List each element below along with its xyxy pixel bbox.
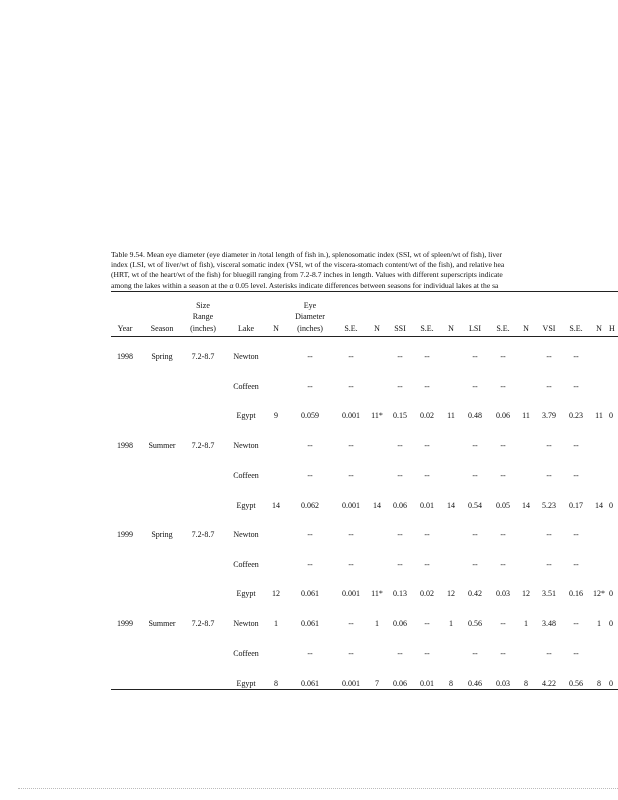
table-cell-n5: 12* <box>593 589 605 598</box>
table-cell-n1: 14 <box>272 501 280 510</box>
table-cell-se4: 0.16 <box>569 589 583 598</box>
table-cell-se3: 0.05 <box>496 501 510 510</box>
table-cell-lake: Egypt <box>236 679 256 688</box>
table-cell-se4: -- <box>573 619 579 628</box>
table-cell-n3: 1 <box>449 619 453 628</box>
table-cell-se2: -- <box>424 441 430 450</box>
table-cell-ssi: 0.13 <box>393 589 407 598</box>
table-cell-range: 7.2-8.7 <box>191 530 215 539</box>
table-cell-lake: Egypt <box>236 501 256 510</box>
table-cell-se3: -- <box>500 530 506 539</box>
table-cell-lsi: 0.48 <box>468 411 482 420</box>
table-cell-n3: 8 <box>449 679 453 688</box>
table-cell-lake: Newton <box>233 441 259 450</box>
table-cell-lake: Coffeen <box>233 471 259 480</box>
table-cell-se1: -- <box>348 530 354 539</box>
table-cell-season: Summer <box>148 619 176 628</box>
table-cell-se3: -- <box>500 471 506 480</box>
caption-line: Table 9.54. Mean eye diameter (eye diameter in /total length of fish in.), splenosomatic index (SSI, wt of spleen/wt of fish), liver <box>111 250 503 259</box>
table-cell-se3: -- <box>500 441 506 450</box>
table-cell-lake: Egypt <box>236 411 256 420</box>
table-cell-se4: 0.17 <box>569 501 583 510</box>
table-cell-se2: -- <box>424 471 430 480</box>
header-eye-diameter-1: Eye <box>303 301 317 310</box>
table-cell-se4: 0.56 <box>569 679 583 688</box>
caption-line: index (LSI, wt of liver/wt of fish), visceral somatic index (VSI, wt of the viscera-stomach content/wt of the fish), and relative hea <box>111 260 505 270</box>
header-se: S.E. <box>496 324 510 333</box>
header-ssi: SSI <box>394 324 406 333</box>
table-cell-lsi: 0.46 <box>468 679 482 688</box>
table-cell-eye: 0.061 <box>301 679 319 688</box>
table-header-rule <box>111 336 618 337</box>
header-se: S.E. <box>420 324 434 333</box>
table-cell-se2: -- <box>424 382 430 391</box>
table-cell-eye: -- <box>307 382 313 391</box>
table-cell-n5: 1 <box>597 619 601 628</box>
table-cell-se2: 0.01 <box>420 679 434 688</box>
table-cell-eye: 0.059 <box>301 411 319 420</box>
table-cell-ssi: -- <box>397 560 403 569</box>
table-cell-h: 0 <box>609 411 613 420</box>
caption-line: among the lakes within a season at the α 0.05 level. Asterisks indicate differences between seasons for individual lakes at the sa <box>111 280 499 290</box>
table-cell-range: 7.2-8.7 <box>191 441 215 450</box>
table-cell-h: 0 <box>609 589 613 598</box>
table-cell-lsi: -- <box>472 471 478 480</box>
scan-artifact-line <box>18 788 618 791</box>
table-cell-n4: 1 <box>524 619 528 628</box>
table-cell-vsi: 3.79 <box>542 411 556 420</box>
table-cell-vsi: -- <box>546 441 552 450</box>
table-cell-vsi: 4.22 <box>542 679 556 688</box>
table-cell-lsi: 0.56 <box>468 619 482 628</box>
table-cell-ssi: -- <box>397 649 403 658</box>
table-cell-n1: 9 <box>274 411 278 420</box>
table-cell-season: Spring <box>151 530 173 539</box>
table-cell-n2: 1 <box>375 619 379 628</box>
table-cell-se2: -- <box>424 649 430 658</box>
table-cell-ssi: 0.06 <box>393 679 407 688</box>
table-cell-vsi: -- <box>546 382 552 391</box>
table-cell-eye: -- <box>307 352 313 361</box>
table-cell-n2: 14 <box>373 501 381 510</box>
table-cell-ssi: -- <box>397 441 403 450</box>
header-n: N <box>374 324 380 333</box>
table-cell-vsi: -- <box>546 530 552 539</box>
table-cell-lsi: -- <box>472 649 478 658</box>
table-cell-lake: Coffeen <box>233 649 259 658</box>
table-cell-lake: Egypt <box>236 589 256 598</box>
table-cell-eye: -- <box>307 441 313 450</box>
table-caption <box>111 250 618 291</box>
table-cell-ssi: 0.15 <box>393 411 407 420</box>
table-cell-n5: 11 <box>595 411 603 420</box>
caption-line: (HRT, wt of the heart/wt of the fish) for bluegill ranging from 7.2-8.7 inches in length. Values with different superscripts indicate <box>111 270 503 280</box>
table-cell-season: Spring <box>151 352 173 361</box>
table-cell-eye: -- <box>307 530 313 539</box>
table-cell-eye: -- <box>307 471 313 480</box>
table-cell-eye: -- <box>307 649 313 658</box>
header-vsi: VSI <box>542 324 556 333</box>
table-cell-se4: -- <box>573 352 579 361</box>
table-cell-n1: 8 <box>274 679 278 688</box>
header-lake: Lake <box>238 324 254 333</box>
table-cell-n2: 7 <box>375 679 379 688</box>
table-cell-lake: Coffeen <box>233 382 259 391</box>
table-cell-se3: 0.03 <box>496 679 510 688</box>
table-cell-se1: -- <box>348 619 354 628</box>
header-eye-diameter-2: Diameter <box>295 312 325 321</box>
table-cell-se3: 0.03 <box>496 589 510 598</box>
header-eye-diameter-3: (inches) <box>297 324 323 333</box>
table-cell-vsi: 5.23 <box>542 501 556 510</box>
table-cell-range: 7.2-8.7 <box>191 619 215 628</box>
table-cell-se1: -- <box>348 649 354 658</box>
table-cell-se4: -- <box>573 441 579 450</box>
table-cell-se4: -- <box>573 649 579 658</box>
table-cell-n4: 12 <box>522 589 530 598</box>
table-cell-lsi: -- <box>472 352 478 361</box>
table-cell-vsi: -- <box>546 471 552 480</box>
header-season: Season <box>150 324 174 333</box>
table-cell-year: 1998 <box>117 352 133 361</box>
table-cell-se2: -- <box>424 619 430 628</box>
table-cell-range: 7.2-8.7 <box>191 352 215 361</box>
table-cell-h: 0 <box>609 679 613 688</box>
table-cell-ssi: -- <box>397 352 403 361</box>
table-cell-se1: -- <box>348 441 354 450</box>
header-size-range-2: Range <box>192 312 214 321</box>
table-cell-vsi: 3.51 <box>542 589 556 598</box>
table-cell-lsi: -- <box>472 560 478 569</box>
header-se: S.E. <box>344 324 358 333</box>
table-cell-lake: Coffeen <box>233 560 259 569</box>
table-cell-n3: 14 <box>447 501 455 510</box>
table-cell-se1: 0.001 <box>342 589 360 598</box>
table-cell-se4: -- <box>573 560 579 569</box>
table-cell-se4: -- <box>573 530 579 539</box>
table-bottom-rule <box>111 689 618 690</box>
table-cell-se4: -- <box>573 382 579 391</box>
table-cell-ssi: 0.06 <box>393 501 407 510</box>
table-cell-se4: -- <box>573 471 579 480</box>
table-cell-year: 1998 <box>117 441 133 450</box>
table-cell-se2: -- <box>424 352 430 361</box>
table-cell-eye: -- <box>307 560 313 569</box>
table-cell-n3: 11 <box>447 411 455 420</box>
table-cell-n4: 14 <box>522 501 530 510</box>
table-cell-n2: 11* <box>371 411 383 420</box>
table-cell-lake: Newton <box>233 352 259 361</box>
table-cell-eye: 0.062 <box>301 501 319 510</box>
table-cell-se1: 0.001 <box>342 411 360 420</box>
table-cell-ssi: -- <box>397 471 403 480</box>
table-cell-se3: 0.06 <box>496 411 510 420</box>
table-cell-se3: -- <box>500 352 506 361</box>
table-cell-se2: -- <box>424 560 430 569</box>
table-cell-year: 1999 <box>117 530 133 539</box>
table-cell-se3: -- <box>500 649 506 658</box>
table-cell-n3: 12 <box>447 589 455 598</box>
table-cell-n5: 8 <box>597 679 601 688</box>
table-cell-se1: -- <box>348 560 354 569</box>
table-cell-se1: -- <box>348 382 354 391</box>
table-cell-lake: Newton <box>233 619 259 628</box>
header-n: N <box>596 324 602 333</box>
header-n: N <box>273 324 279 333</box>
table-cell-vsi: -- <box>546 649 552 658</box>
table-cell-se3: -- <box>500 619 506 628</box>
header-n: N <box>523 324 529 333</box>
table-cell-n1: 1 <box>274 619 278 628</box>
table-cell-se4: 0.23 <box>569 411 583 420</box>
table-cell-ssi: -- <box>397 382 403 391</box>
table-cell-n5: 14 <box>595 501 603 510</box>
table-cell-lsi: 0.42 <box>468 589 482 598</box>
table-cell-eye: 0.061 <box>301 589 319 598</box>
table-cell-se3: -- <box>500 560 506 569</box>
table-cell-n1: 12 <box>272 589 280 598</box>
table-cell-lake: Newton <box>233 530 259 539</box>
table-cell-se1: -- <box>348 471 354 480</box>
header-size-range-3: (inches) <box>190 324 216 333</box>
table-cell-h: 0 <box>609 501 613 510</box>
table-cell-lsi: -- <box>472 382 478 391</box>
table-cell-n4: 11 <box>522 411 530 420</box>
table-cell-se1: -- <box>348 352 354 361</box>
table-cell-se2: 0.01 <box>420 501 434 510</box>
table-cell-se2: -- <box>424 530 430 539</box>
table-cell-se1: 0.001 <box>342 501 360 510</box>
table-cell-lsi: 0.54 <box>468 501 482 510</box>
table-cell-se1: 0.001 <box>342 679 360 688</box>
table-cell-year: 1999 <box>117 619 133 628</box>
table-cell-ssi: -- <box>397 530 403 539</box>
table-cell-season: Summer <box>148 441 176 450</box>
table-cell-vsi: -- <box>546 560 552 569</box>
header-lsi: LSI <box>469 324 481 333</box>
table-cell-vsi: 3.48 <box>542 619 556 628</box>
table-cell-lsi: -- <box>472 441 478 450</box>
table-cell-se2: 0.02 <box>420 589 434 598</box>
table-cell-eye: 0.061 <box>301 619 319 628</box>
table-cell-ssi: 0.06 <box>393 619 407 628</box>
table-cell-vsi: -- <box>546 352 552 361</box>
header-size-range-1: Size <box>196 301 210 310</box>
table-cell-n2: 11* <box>371 589 383 598</box>
header-hrt-partial: H <box>609 324 615 333</box>
table-top-rule <box>111 291 618 292</box>
table-cell-lsi: -- <box>472 530 478 539</box>
header-se: S.E. <box>569 324 583 333</box>
header-n: N <box>448 324 454 333</box>
table-cell-n4: 8 <box>524 679 528 688</box>
table-cell-h: 0 <box>609 619 613 628</box>
table-cell-se3: -- <box>500 382 506 391</box>
header-year: Year <box>117 324 133 333</box>
table-cell-se2: 0.02 <box>420 411 434 420</box>
